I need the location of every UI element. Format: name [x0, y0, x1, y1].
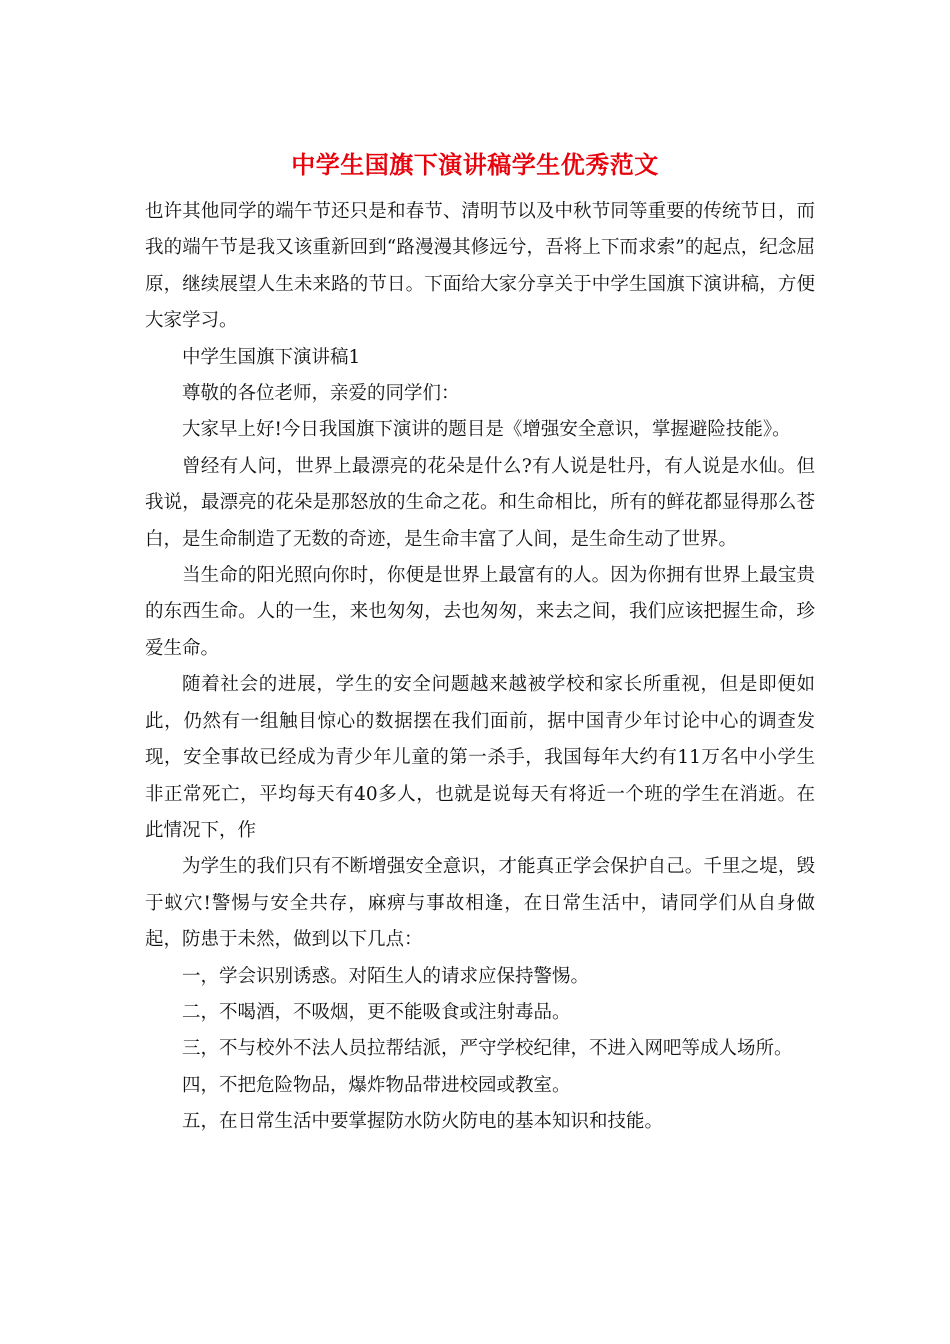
- paragraph-awareness: 为学生的我们只有不断增强安全意识，才能真正学会保护自己。千里之堤，毁于蚁穴!警惕与安全共存，麻痹与事故相逢，在日常生活中，请同学们从自身做起，防患于未然，做到以下几点：: [145, 856, 815, 951]
- document-title: 中学生国旗下演讲稿学生优秀范文: [291, 150, 659, 179]
- list-item-2: 二，不喝酒，不吸烟，更不能吸食或注射毒品。: [182, 1001, 571, 1023]
- paragraph-speech-heading: 中学生国旗下演讲稿1: [182, 346, 361, 368]
- paragraph-intro: 也许其他同学的端午节还只是和春节、清明节以及中秋节同等重要的传统节日，而我的端午节是我又该重新回到“路漫漫其修远兮，吾将上下而求索”的起点，纪念屈原，继续展望人生未来路的节日。下面给大家分享关于中学生国旗下演讲稿，方便大家学习。: [145, 201, 815, 332]
- list-item-4: 四，不把危险物品，爆炸物品带进校园或教室。: [182, 1074, 571, 1096]
- paragraph-greeting: 大家早上好!今日我国旗下演讲的题目是《增强安全意识，掌握避险技能》。: [182, 419, 791, 441]
- list-item-3: 三，不与校外不法人员拉帮结派，严守学校纪律，不进入网吧等成人场所。: [182, 1038, 793, 1060]
- list-item-5: 五，在日常生活中要掌握防水防火防电的基本知识和技能。: [182, 1111, 664, 1133]
- paragraph-salutation: 尊敬的各位老师，亲爱的同学们：: [182, 383, 460, 405]
- paragraph-statistics: 随着社会的进展，学生的安全问题越来越被学校和家长所重视，但是即便如此，仍然有一组触目惊心的数据摆在我们面前，据中国青少年讨论中心的调查发现，安全事故已经成为青少年儿童的第一杀手，我国每年大约有11万名中小学生非正常死亡，平均每天有40多人，也就是说每天有将近一个班的学生在消逝。在此情况下，作: [145, 674, 815, 841]
- document-body: [145, 194, 815, 1141]
- list-item-1: 一，学会识别诱惑。对陌生人的请求应保持警惕。: [182, 965, 590, 987]
- paragraph-flower: 曾经有人问，世界上最漂亮的花朵是什么?有人说是牡丹，有人说是水仙。但我说，最漂亮的花朵是那怒放的生命之花。和生命相比，所有的鲜花都显得那么苍白，是生命制造了无数的奇迹，是生命丰富了人间，是生命生动了世界。: [145, 455, 815, 550]
- paragraph-sunshine: 当生命的阳光照向你时，你便是世界上最富有的人。因为你拥有世界上最宝贵的东西生命。人的一生，来也匆匆，去也匆匆，来去之间，我们应该把握生命，珍爱生命。: [145, 565, 815, 659]
